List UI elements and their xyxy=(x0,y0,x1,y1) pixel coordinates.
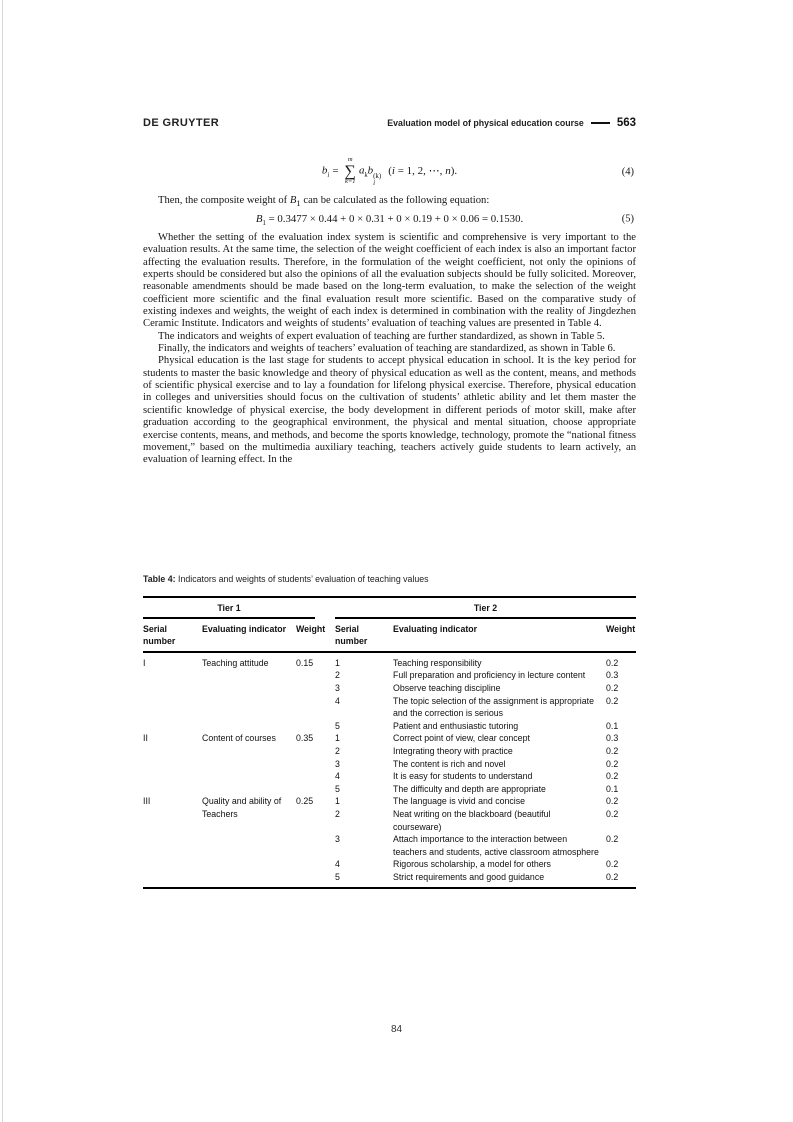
table-row: 2 Neat writing on the blackboard (beautiful courseware) 0.2 xyxy=(335,808,619,832)
table-row: 5 Strict requirements and good guidance 0.2 xyxy=(335,871,619,882)
group-weight: 0.35 xyxy=(296,733,314,744)
paragraph-table5: The indicators and weights of expert evaluation of teaching are further standardized, as shown in Table 5. xyxy=(158,330,605,342)
running-title: Evaluation model of physical education course xyxy=(387,118,584,128)
summation-symbol: m ∑ k=1 xyxy=(344,156,356,185)
var-B1: B xyxy=(255,213,263,225)
table-row: 5 The difficulty and depth are appropriate 0.1 xyxy=(335,783,619,794)
table-caption-label: Table 4: xyxy=(143,574,176,584)
tier1-header: Tier 1 xyxy=(143,598,315,619)
table-4-block xyxy=(143,574,636,889)
table-row: II Content of courses 0.35 1 Correct point of view, clear concept 0.3 xyxy=(143,732,636,745)
equation-5-body: $B_1 = 0.3477 \times 0.44 + 0 \times 0.31 + 0 \times 0.19 + 0 \times 0.06 = 0.1530$. xyxy=(255,213,524,228)
table-row: 4 Rigorous scholarship, a model for others 0.2 xyxy=(335,859,619,870)
group-weight: 0.15 xyxy=(296,657,314,668)
header-dash xyxy=(591,122,610,125)
scan-edge-line xyxy=(2,0,3,1122)
equation-5 xyxy=(143,211,636,227)
table-caption xyxy=(143,574,636,584)
table-row: 5 Patient and enthusiastic tutoring 0.1 xyxy=(335,720,619,731)
col-indicator-2: Evaluating indicator xyxy=(393,619,606,652)
running-head xyxy=(143,117,636,129)
table-row: 3 Attach importance to the interaction between teachers and students, active classroom atmosphere 0.2 xyxy=(335,834,619,857)
page-number-bottom: 84 xyxy=(390,1024,403,1035)
equation-4 xyxy=(143,149,636,195)
table-caption-text: Indicators and weights of students’ evaluation of teaching values xyxy=(175,574,429,584)
group-serial: III xyxy=(143,796,151,807)
table-row: 2 Integrating theory with practice 0.2 xyxy=(335,745,619,756)
col-serial-1: Serial number xyxy=(143,619,202,652)
var-B: B xyxy=(289,195,297,206)
table-row: 3 Observe teaching discipline 0.2 xyxy=(335,682,619,693)
table-row: III Quality and ability of Teachers 0.25 1 The language is vivid and concise 0.2 xyxy=(143,795,636,808)
col-weight-2: Weight xyxy=(606,619,636,652)
equation-4-condition: (i = 1, 2, ⋯, n). xyxy=(388,164,458,177)
paragraph-physical-education: Physical education is the last stage for students to accept physical education in school. It is the key period for students to master the basic knowledge and theory of physical education as well as the content, means, and methods of scientific physical exercise and to lay a foundation for lifelong physical exercise. Therefore, physical education in colleges and universities should focus on the cultivation of students’ athletic ability and let them master the scientific knowledge of physical exercise, the body development in different periods of motor skill, make after graduation according to the geographical environment, the physical and mental situation, choose appropriate exercise contents, means, and methods, and become the sports knowledge, technology, promote the “national fitness movement,” based on the multimedia auxiliary teaching, teachers actively guide students to learn actively, an evaluation of learning effect. In the xyxy=(143,355,636,466)
group-indicator: Teaching attitude xyxy=(202,657,269,668)
group-serial: I xyxy=(143,657,146,668)
table-row: 3 The content is rich and novel 0.2 xyxy=(335,758,619,769)
equation-5-number: (5) xyxy=(621,213,634,225)
table-row: I Teaching attitude 0.15 1 Teaching responsibility 0.2 xyxy=(143,652,636,670)
column-header-row xyxy=(143,619,636,652)
lead-sentence: Then, the composite weight of $B_1$ can be calculated as the following equation: xyxy=(158,195,490,209)
var-b: b xyxy=(321,164,328,177)
group-indicator: Quality and ability of Teachers xyxy=(202,796,282,819)
var-b2: b xyxy=(367,164,374,177)
group-serial: II xyxy=(143,733,148,744)
paragraph-weights: Whether the setting of the evaluation index system is scientific and comprehensive is very important to the evaluation results. At the same time, the selection of the weight coefficient of each index is also an important factor affecting the evaluation results. Therefore, in the formulation of the weight coefficient, not only the opinions of experts should be considered but also the opinions of all the evaluation subjects should be fully solicited. Moreover, reasonable amendments should be made based on the long-term evaluation, to make the selection of the weight coefficient more scientific and the final evaluation result more scientific. Based on the comparative study of existing indexes and weights, the weight of each index is determined in combination with the reality of Jingdezhen Ceramic Institute. Indicators and weights of students’ evaluation of teaching values are presented in Table 4. xyxy=(143,232,636,330)
group-weight: 0.25 xyxy=(296,796,314,807)
var-a: a xyxy=(358,164,365,177)
table-row: 2 Full preparation and proficiency in lecture content 0.3 xyxy=(335,670,619,681)
tier-header-row xyxy=(143,597,636,619)
page-number-top: 563 xyxy=(616,117,636,129)
equation-4-number: (4) xyxy=(621,166,634,178)
col-weight-1: Weight xyxy=(296,619,335,652)
tier2-header: Tier 2 xyxy=(335,598,636,619)
group-indicator: Content of courses xyxy=(202,733,276,744)
table-row: 4 The topic selection of the assignment is appropriate and the correction is serious 0.2 xyxy=(335,695,619,719)
paragraph-table6: Finally, the indicators and weights of teachers’ evaluation of teaching are standardized, as shown in Table 6. xyxy=(158,343,616,355)
equation-4-body: $b_i$ = m ∑ k=1 $a_kb$ (k) i (i = 1, 2, ⋯, n). xyxy=(321,156,458,187)
table-4 xyxy=(143,596,636,889)
table-row: 4 It is easy for students to understand 0.2 xyxy=(335,771,619,782)
col-serial-2: Serial number xyxy=(335,619,393,652)
publisher-name: DE GRUYTER xyxy=(143,117,220,129)
body-text xyxy=(143,232,636,467)
col-indicator-1: Evaluating indicator xyxy=(202,619,296,652)
running-head-right xyxy=(387,117,636,129)
